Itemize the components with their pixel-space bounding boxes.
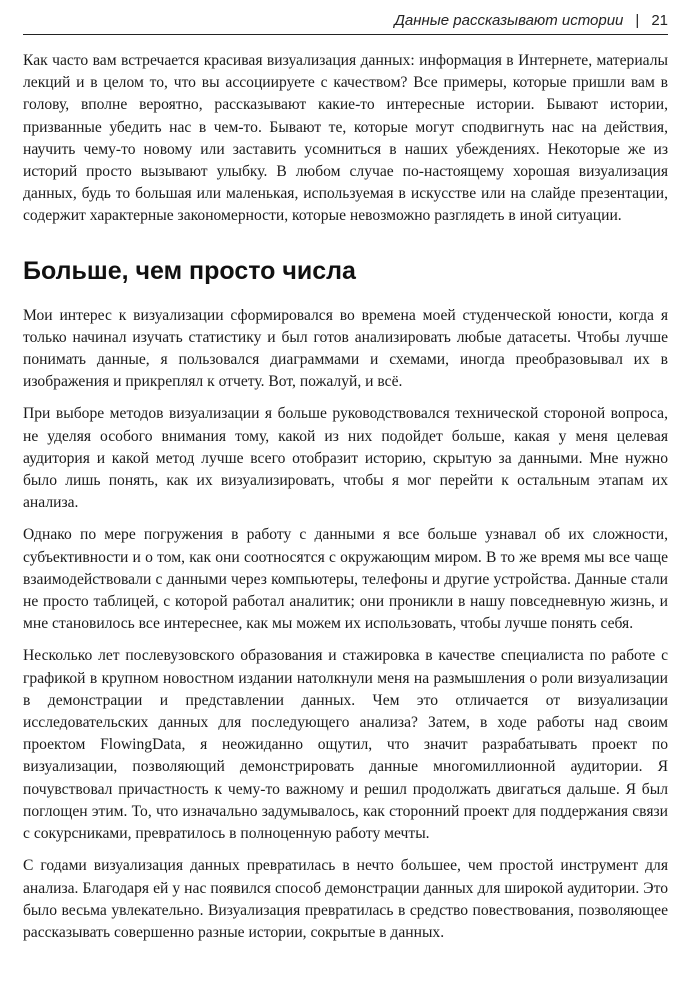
section-paragraph-2: При выборе методов визуализации я больше руководствовался технической стороной вопроса, не уделяя особого внимания тому, какой из них подойдет больше, какая у меня целевая аудитория и какой метод лучше всего отобразит историю, скрытую за данными. Мне нужно было лишь понять, как их визуализировать, чтобы я мог перейти к остальным этапам их анализа. — [23, 405, 668, 512]
running-header — [23, 8, 668, 35]
header-separator: | — [635, 12, 640, 29]
section-heading: Больше, чем просто числа — [23, 256, 356, 285]
section-paragraph-1: Мои интерес к визуализации сформировался во времена моей студенческой юности, когда я только начинал изучать статистику и был готов анализировать любые датасеты. Чтобы лучше понимать данные, я пользовался диаграммами и схемами, иногда преобразовывал их в изображения и прикреплял к отчету. Вот, пожалуй, и всё. — [23, 306, 668, 391]
section-body — [23, 305, 668, 944]
section-paragraph-4: Несколько лет послевузовского образования и стажировка в качестве специалиста по работе с графикой в крупном новостном издании натолкнули меня на размышления о роли визуализации в демонстрации и представлении данных. Чем это отличается от визуализации исследовательских данных для последующего анализа? Затем, в ходе работы над своим проектом FlowingData, я неожиданно ощутил, что значит разрабатывать проект по визуализации, позволяющий демонстрировать данные многомиллионной аудитории. Я почувствовал причастность к чему-то важному и решил продолжать двигаться дальше. Я был поглощен этим. То, что изначально задумывалось, как сторонний проект для поддержания связи с сокурсниками, превратилось в полноценную работу мечты. — [23, 647, 668, 843]
section-paragraph-3: Однако по мере погружения в работу с данными я все больше узнавал об их сложности, субъективности и о том, как они соотносятся с окружающим миром. В то же время мы все чаще взаимодействовали с данными через компьютеры, телефоны и другие устройства. Данные стали не просто таблицей, с которой работал аналитик; они проникли в нашу повседневную жизнь, и мне становилось все интереснее, как мы можем их использовать, чтобы лучше понять себя. — [23, 526, 668, 633]
section-paragraph-5: С годами визуализация данных превратилась в нечто большее, чем простой инструмент для анализа. Благодаря ей у нас появился способ демонстрации данных для широкой аудитории. Это было весьма увлекательно. Визуализация превратилась в средство повествования, позволяющее рассказывать совершенно разные истории, сокрытые в данных. — [23, 857, 668, 941]
intro-paragraph: Как часто вам встречается красивая визуализация данных: информация в Интернете, материалы лекций и в целом то, что вы ассоциируете с качеством? Все примеры, которые пришли вам в голову, вполне вероятно, рассказывают какие-то интересные истории. Бывают истории, призванные убедить нас в чем-то. Бывают те, которые могут сподвигнуть нас на действия, научить чему-то новому или заставить усомниться в наших убеждениях. Некоторые же из историй просто вызывают улыбку. В любом случае по-настоящему хорошая визуализация данных, будь то большая или маленькая, используемая в искусстве или на слайде презентации, содержит характерные закономерности, которые невозможно разглядеть в иной ситуации. — [23, 52, 668, 225]
book-page — [23, 8, 668, 944]
page-number: 21 — [651, 12, 668, 29]
running-title: Данные рассказывают истории — [394, 12, 624, 29]
